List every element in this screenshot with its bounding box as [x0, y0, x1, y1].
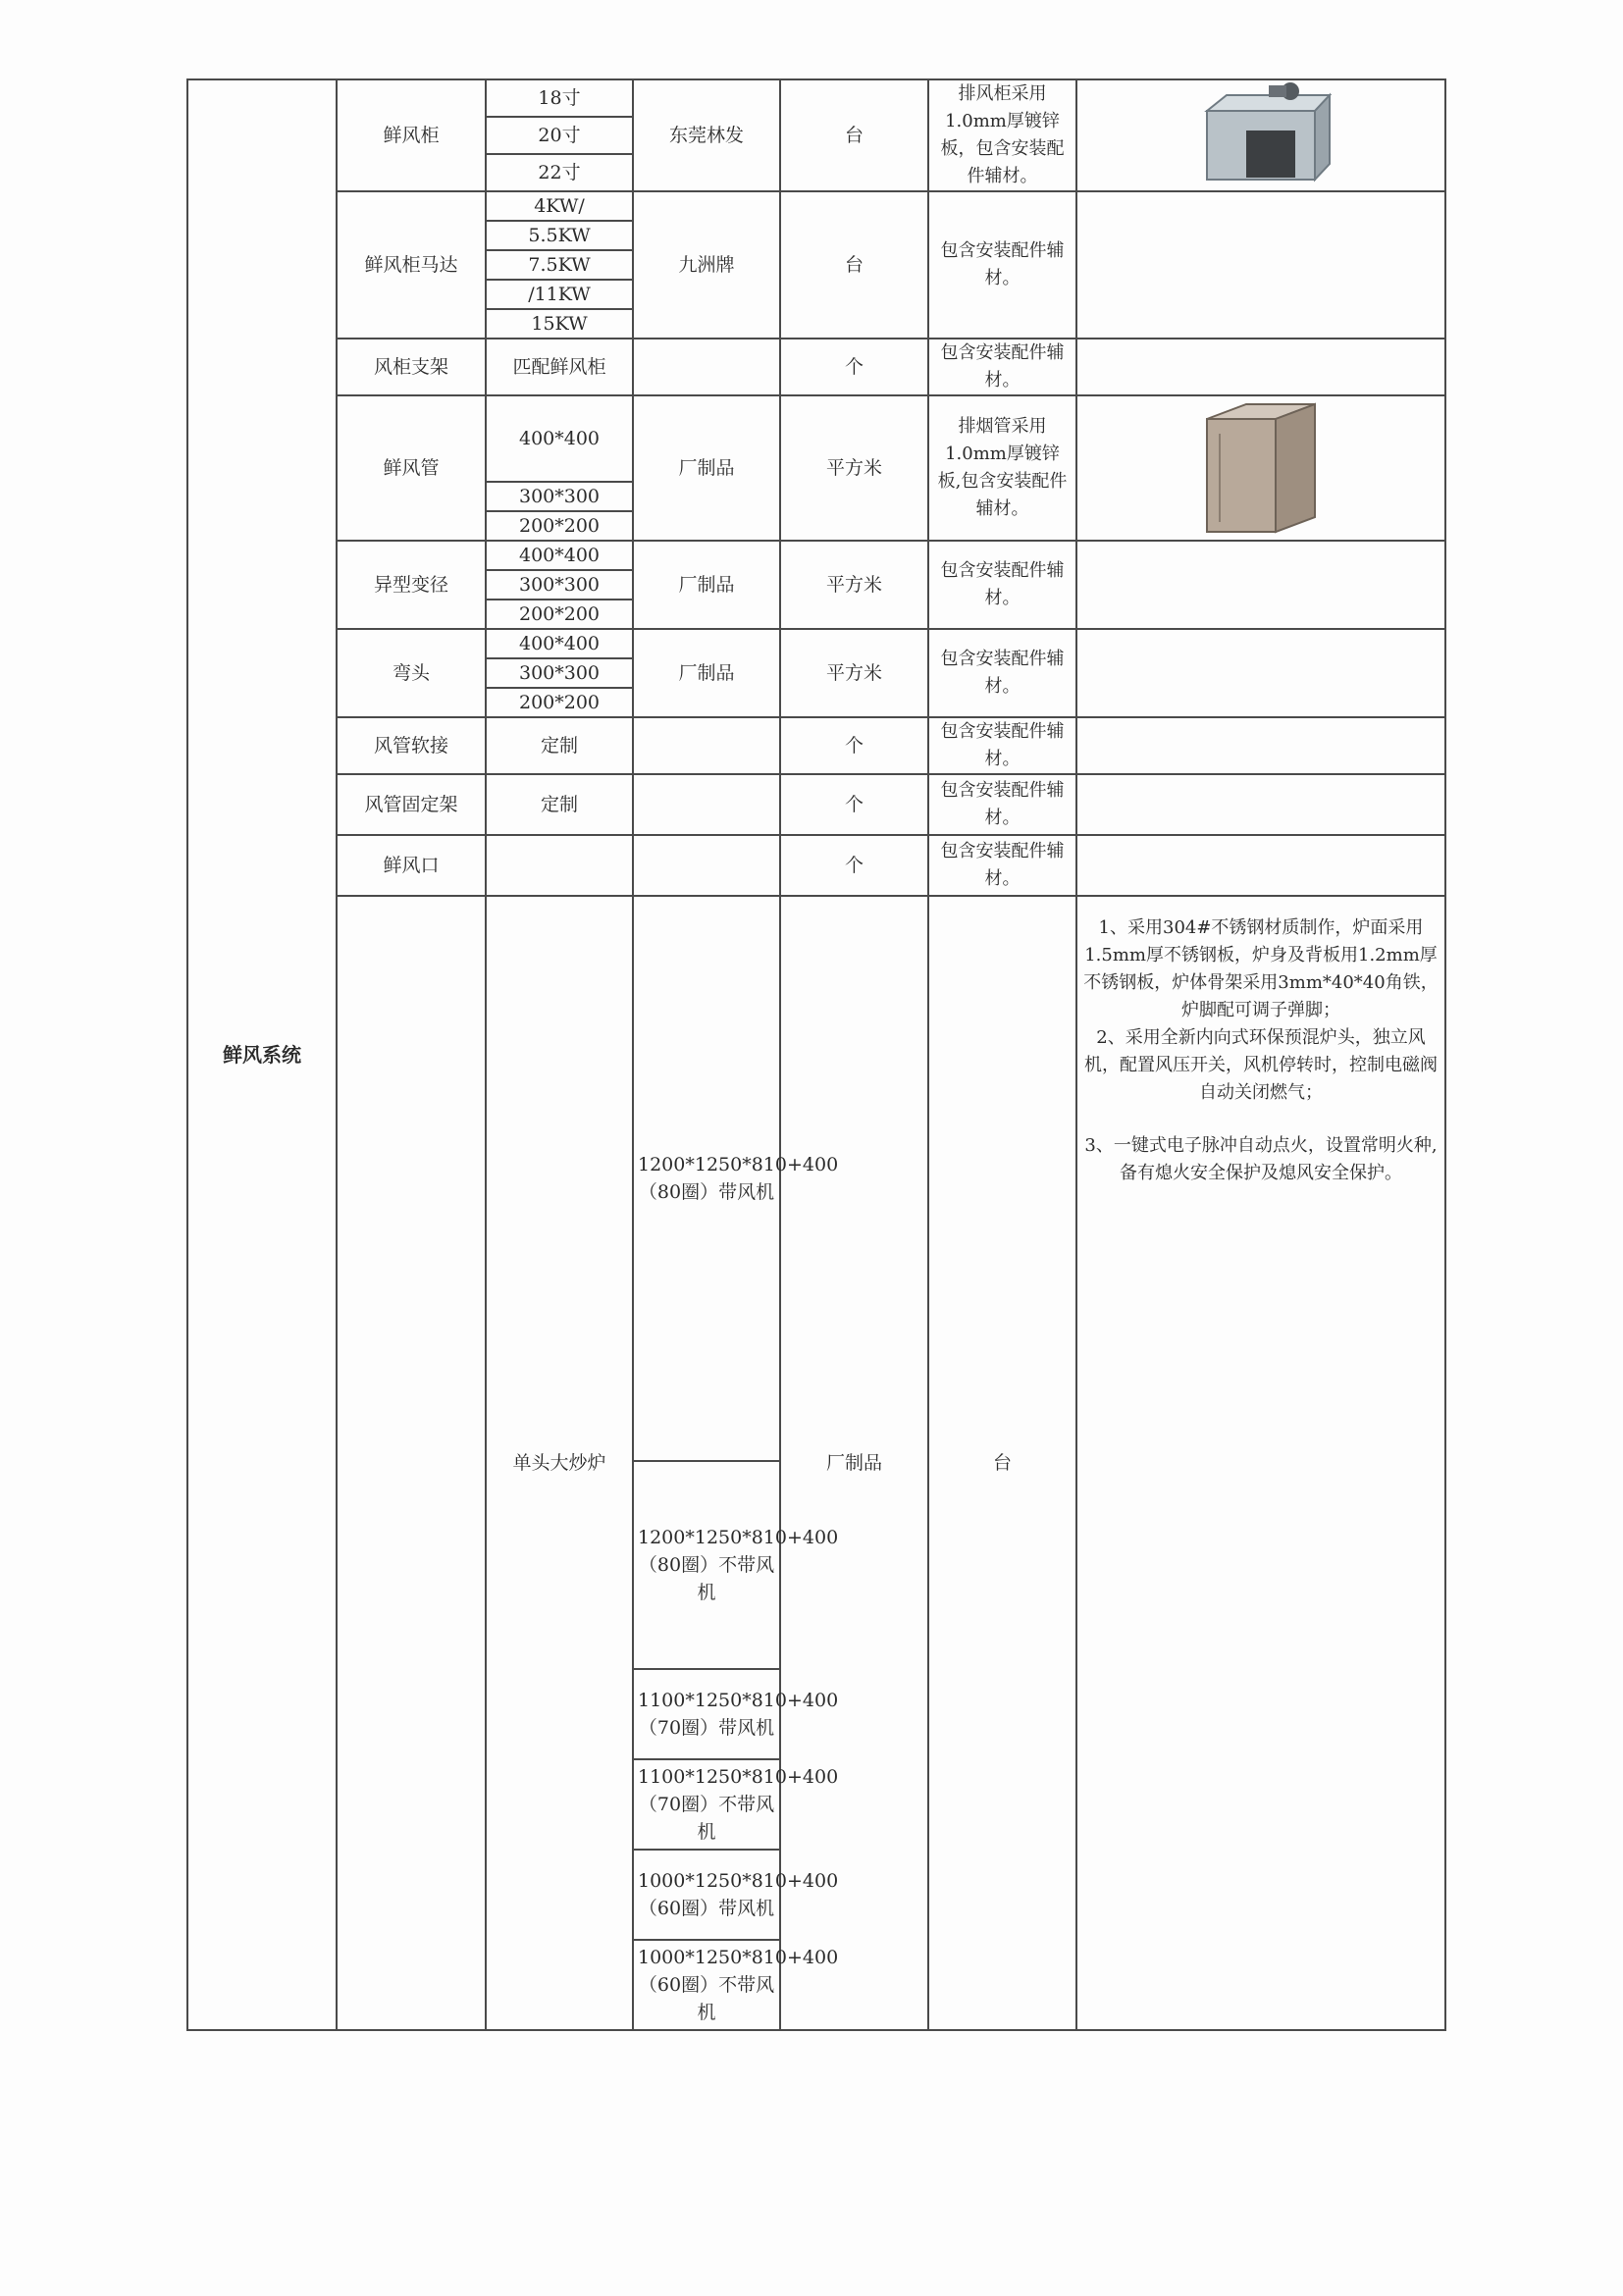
- note-cell: 包含安装配件辅材。: [928, 717, 1076, 774]
- note-cell: 包含安装配件辅材。: [928, 835, 1076, 896]
- fan-cabinet-image: [1192, 81, 1330, 189]
- table-row: [187, 835, 1445, 896]
- spec-cell: 22寸: [486, 154, 633, 191]
- spec-cell: 5.5KW: [486, 221, 633, 250]
- unit-cell: 个: [780, 835, 928, 896]
- table-row: [187, 79, 1445, 117]
- spec-cell: 200*200: [486, 511, 633, 541]
- duct-image: [1202, 399, 1320, 537]
- item-name: 风管软接: [337, 717, 486, 774]
- table-row: [187, 717, 1445, 774]
- table-row: [187, 896, 1445, 1461]
- spec-cell: 4KW/: [486, 191, 633, 221]
- brand-cell: 九洲牌: [633, 191, 780, 339]
- note-line: 2、采用全新内向式环保预混炉头，独立风机，配置风压开关，风机停转时，控制电磁阀自动关闭燃气；: [1084, 1027, 1438, 1103]
- spec-cell: 300*300: [486, 482, 633, 511]
- spec-cell: 1100*1250*810+400（70圈）带风机: [633, 1669, 780, 1759]
- brand-cell: [633, 835, 780, 896]
- unit-cell: 台: [780, 191, 928, 339]
- note-cell: [1076, 896, 1445, 2030]
- item-name: 单头大炒炉: [486, 896, 633, 2030]
- image-cell: [1076, 629, 1445, 717]
- note-line: 3、一键式电子脉冲自动点火，设置常明火种,备有熄火安全保护及熄风安全保护。: [1084, 1135, 1438, 1183]
- spec-cell: 1000*1250*810+400（60圈）带风机: [633, 1850, 780, 1940]
- equipment-spec-table: [186, 78, 1446, 2031]
- spec-cell: 1200*1250*810+400（80圈）带风机: [633, 896, 780, 1461]
- spec-cell: 1200*1250*810+400（80圈）不带风机: [633, 1461, 780, 1669]
- spec-cell: 匹配鲜风柜: [486, 339, 633, 395]
- brand-cell: 东莞林发: [633, 79, 780, 191]
- unit-cell: 台: [780, 79, 928, 191]
- brand-cell: [633, 339, 780, 395]
- spec-cell: 定制: [486, 717, 633, 774]
- spec-cell: 400*400: [486, 395, 633, 482]
- spec-cell: 200*200: [486, 688, 633, 717]
- item-name: 鲜风管: [337, 395, 486, 541]
- unit-cell: 台: [928, 896, 1076, 2030]
- spec-cell: 定制: [486, 774, 633, 835]
- table-row: [187, 339, 1445, 395]
- image-cell: [1076, 774, 1445, 835]
- table-row: [187, 541, 1445, 570]
- image-cell: [1076, 541, 1445, 629]
- table-row: [187, 191, 1445, 221]
- spec-cell: 300*300: [486, 658, 633, 688]
- spec-cell: [486, 835, 633, 896]
- table-row: [187, 395, 1445, 482]
- item-name: 异型变径: [337, 541, 486, 629]
- note-cell: 包含安装配件辅材。: [928, 541, 1076, 629]
- image-cell: [1076, 835, 1445, 896]
- item-name: 鲜风口: [337, 835, 486, 896]
- item-name: 鲜风柜: [337, 79, 486, 191]
- image-cell: [1076, 191, 1445, 339]
- table-row: [187, 629, 1445, 658]
- spec-cell: /11KW: [486, 280, 633, 309]
- brand-cell: 厂制品: [633, 629, 780, 717]
- note-cell: 排风柜采用1.0mm厚镀锌板，包含安装配件辅材。: [928, 79, 1076, 191]
- item-name: 风柜支架: [337, 339, 486, 395]
- image-cell: [1076, 717, 1445, 774]
- image-cell: [1076, 79, 1445, 191]
- brand-cell: 厂制品: [780, 896, 928, 2030]
- note-line: 1、采用304#不锈钢材质制作，炉面采用1.5mm厚不锈钢板，炉身及背板用1.2mm厚不锈钢板，炉体骨架采用3mm*40*40角铁，炉脚配可调子弹脚；: [1083, 917, 1439, 1020]
- image-cell: [1076, 339, 1445, 395]
- item-name: 鲜风柜马达: [337, 191, 486, 339]
- table-row: [187, 774, 1445, 835]
- unit-cell: 个: [780, 339, 928, 395]
- spec-cell: 400*400: [486, 629, 633, 658]
- spec-cell: 7.5KW: [486, 250, 633, 280]
- category-cell-empty: [337, 896, 486, 2030]
- unit-cell: 个: [780, 717, 928, 774]
- spec-cell: 300*300: [486, 570, 633, 600]
- item-name: 风管固定架: [337, 774, 486, 835]
- note-cell: 包含安装配件辅材。: [928, 629, 1076, 717]
- spec-cell: 20寸: [486, 117, 633, 154]
- unit-cell: 平方米: [780, 541, 928, 629]
- spec-cell: 1000*1250*810+400（60圈）不带风机: [633, 1940, 780, 2030]
- spec-cell: 200*200: [486, 600, 633, 629]
- image-cell: [1076, 395, 1445, 541]
- brand-cell: [633, 717, 780, 774]
- spec-cell: 15KW: [486, 309, 633, 339]
- note-cell: 包含安装配件辅材。: [928, 774, 1076, 835]
- unit-cell: 平方米: [780, 395, 928, 541]
- category-cell: 鲜风系统: [187, 79, 337, 2030]
- brand-cell: [633, 774, 780, 835]
- brand-cell: 厂制品: [633, 541, 780, 629]
- note-cell: 包含安装配件辅材。: [928, 339, 1076, 395]
- spec-cell: 400*400: [486, 541, 633, 570]
- spec-cell: 18寸: [486, 79, 633, 117]
- note-cell: 排烟管采用1.0mm厚镀锌板,包含安装配件辅材。: [928, 395, 1076, 541]
- brand-cell: 厂制品: [633, 395, 780, 541]
- unit-cell: 平方米: [780, 629, 928, 717]
- spec-cell: 1100*1250*810+400（70圈）不带风机: [633, 1759, 780, 1850]
- item-name: 弯头: [337, 629, 486, 717]
- note-cell: 包含安装配件辅材。: [928, 191, 1076, 339]
- unit-cell: 个: [780, 774, 928, 835]
